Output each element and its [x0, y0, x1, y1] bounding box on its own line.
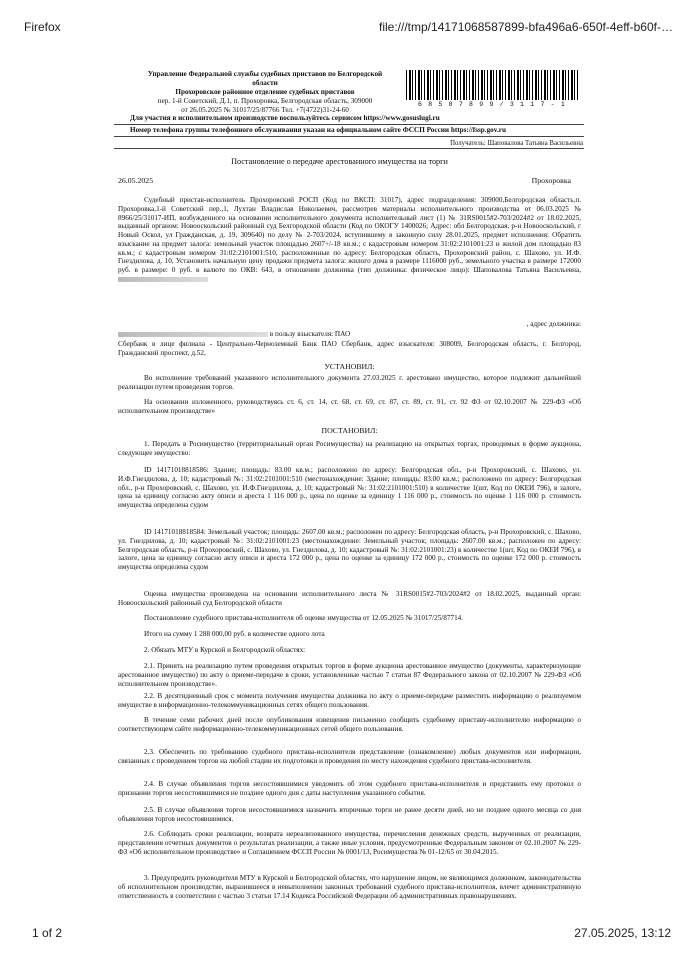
item-2-1: 2.1. Принять на реализацию путем проведения открытых торгов в форме аукциона арестованное имущество (документы, характеризующие арестованное имущество) по акту о приеме-передаче в сроки, установленные частью 7 статьи 87 Федерального закона от 02.10.2007 № 229-ФЗ «Об исполнительном производстве».: [118, 662, 581, 688]
valuation-text: Оценка имущества произведена на основании исполнительного листа № 31RS0015#2-703/2024#2 от 18.02.2025, выданный орган: Новооскольский районный суд Белгородской области: [118, 590, 581, 607]
redacted-text: [118, 332, 268, 337]
browser-footer: [0, 922, 679, 946]
item-2-2: 2.2. В десятидневный срок с момента получения имущества должника по акту о приеме-передаче разместить информацию о реализуемом имуществе в информационно-телекоммуникационных сетях общего пользования.: [118, 692, 581, 709]
document-title: Постановление о передаче арестованного имущества на торги: [231, 157, 448, 166]
item-2-6: 2.6. Соблюдать сроки реализации, возврата нереализованного имущества, перечисления денежных средств, вырученных от реализации, представления отчетных документов о результатах реализации, а также иные условия, предусмотренные Федеральным законом от 02.10.2007 № 229-ФЗ «Об исполнительном производстве» и Соглашением ФССП России № 0001/13, Росимущества № 01-12/65 от 30.04.2015.: [118, 830, 581, 856]
total-text: Итого на сумму 1 288 000,00 руб. в количестве одного лота: [144, 630, 325, 638]
document-date: 26.05.2025: [118, 176, 154, 185]
divider: [114, 136, 584, 137]
page-indicator: 1 of 2: [32, 926, 63, 940]
established-text: Во исполнение требований указанного исполнительного документа 27.03.2025 г. арестовано имущество, которое подлежит дальнейшей реализации путем проведения торгов.: [118, 374, 581, 391]
print-datetime: 27.05.2025, 13:12: [574, 926, 671, 940]
item-2-4: 2.4. В случае объявления торгов несостоявшимися уведомить об этом судебного пристава-исполнителя и представить ему протокол о признании торгов несостоявшимися не позднее одного дня с даты наступления указанного события.: [118, 780, 581, 797]
document-city: Прохоровка: [531, 176, 571, 185]
decided-heading: ПОСТАНОВИЛ:: [321, 426, 378, 435]
redacted-text: [118, 277, 208, 282]
agency-line1: Управление Федеральной службы судебных приставов по Белгородской: [147, 70, 383, 78]
item-1: 1. Передать в Росимущество (территориальный орган Росимущества) на реализацию на открытых торгах, проводимых в форме аукциона, следующее имущество:: [118, 440, 581, 457]
property-1: ID 14171018818586: Здание; площадь: 83.00 кв.м.; расположено по адресу: Белгородская обл., р-н Прохоровский, с. Шахово, ул. И.Ф.Гнездилова, д. 10; кадастровый №: 31:02:2101001:510 (местонахождение: Здание; площадь: 83.00 кв.м.; расположено по адресу: Белгородская обл., р-н Прохоровский, с. Шахово, ул. И.Ф.Гнездилова, д. 10; кадастровый №: 31:02:2101001:510) в количестве 1(шт, Код по ОКЕИ 796), в залоге, цена за единицу согласно акту описи и ареста 1 116 000 р., цена по оценке за единицу 1 116 000 р., стоимость по оценке 1 116 000 р. стоимость имущества определена судом: [118, 466, 581, 510]
url-text[interactable]: file:///tmp/14171068587899-bfa496a6-650f-4eff-b60f-…: [379, 20, 673, 34]
dept-phone: от 26.05.2025 № 31017/25/87766 Тел. +7(4722)31-24-60: [181, 106, 349, 114]
resolution-text: Постановление судебного пристава-исполнителя об оценке имущества от 12.05.2025 № 31017/25/87714.: [144, 614, 464, 622]
item-3: 3. Предупредить руководителя МТУ в Курской и Белгородской областях, что нарушение лицом, не являющимся должником, законодательства об исполнительном производстве, выразившееся в невыполнении законных требований судебного пристава-исполнителя, влечет административную ответственность в соответствии с частью 3 статьи 17.14 Кодекса Российской Федерации об административных правонарушениях.: [118, 874, 581, 900]
browser-header: [0, 0, 679, 56]
gosuslugi-note: Для участия в исполнительном производстве воспользуйтесь сервисом https://www.gosuslugi.ru: [130, 114, 440, 122]
creditor-line: в пользу взыскателя: ПАО: [118, 330, 581, 339]
item-2: 2. Обязать МТУ в Курской и Белгородской областях:: [144, 646, 306, 654]
recipient: Получатель: Шаповалова Татьяна Васильевна: [450, 140, 583, 147]
divider: [114, 124, 584, 125]
item-2-2b: В течение семи рабочих дней после опубликования извещения письменно сообщить судебному приставу-исполнителю информацию о соответствующем сайте информационно-телекоммуникационных сетей общего пользования.: [118, 716, 581, 733]
agency-line2: области: [252, 79, 278, 87]
debtor-address-label: , адрес должника:: [526, 320, 581, 328]
basis-text: На основании изложенного, руководствуясь ст. 6, ст. 14, ст. 68, ст. 69, ст. 87, ст. 89, ст. 91, ст. 92 ФЗ от 02.10.2007 № 229-ФЗ «Об исполнительном производстве»: [118, 398, 581, 415]
item-2-3: 2.3. Обеспечить по требованию судебного пристава-исполнителя представление (ознакомление) любых документов или информации, связанных с проведением торгов на любой стадии их подготовки и проведения по месту нахождения судебного пристава-исполнителя.: [118, 748, 581, 765]
barcode-number: 6 8 5 8 7 8 9 9 / 3 1 1 7 - 1: [418, 101, 566, 108]
browser-app-name: Firefox: [24, 20, 61, 34]
dept-name: Прохоровское районное отделение судебных приставов: [175, 88, 355, 96]
creditor-text: Сбербанк в лице филиала - Центрально-Черноземный Банк ПАО Сбербанк, адрес взыскателя: 308009, Белгородская область, г. Белгород, Гражданский проспект, д.52,: [118, 340, 581, 357]
property-2: ID 14171018818584: Земельный участок; площадь: 2607.00 кв.м.; расположен по адресу: Белгородская область, р-н Прохоровский, с. Шахово, ул. Гнездилова, д. 10; кадастровый №: 31:02:2101001:23 (местонахождение: Земельный участок; площадь: 2607.00 кв.м.; расположен по адресу: Белгородская область, р-н Прохоровский, с. Шахово, ул. Гнездилова, д. 10; кадастровый №: 31:02:2101001:23) в количестве 1(шт, Код по ОКЕИ 796), в залоге, цена за единицу согласно акту описи и ареста 172 000 р., цена по оценке за единицу 172 000 р., стоимость по оценке 172 000 р. стоимость имущества определена судом: [118, 528, 581, 572]
intro-paragraph: Судебный пристав-исполнитель Прохоровский РОСП (Код по ВКСП: 31017), адрес подразделения: 309000,Белгородская область,п. Прохоровка,1-й Советский пер.,1, Лухтан Владислав Николаевич, рассмотрев материалы исполнительного производства от 06.03.2025 № 8966/25/31017-ИП, возбужденного на основании исполнительного документа исполнительный лист (1) № 31RS0015#2-703/2024#2 от 18.02.2025, выданный органом: Новооскольский районный суд Белгородской области (Код по ОКОГУ 1400026; Адрес: обл Белгородская, р-н Новооскольский, г Новый Оскол, ул Гражданская, д. 19, 309640) по делу № 2-703/2024, вступившему в законную силу 28.01.2025, предмет исполнения: Обратить взыскание на предмет залога: земельный участок площадью 2607+/-18 кв.м.; с кадастровым номером 31:02:2101001:23 и жилой дом площадью 83 кв.м.; с кадастровым номером 31:02:2101001:510, расположенные по адресу: Белгородская область, Прохоровский район, с. Шахово, ул. И.Ф. Гнездилова, д. 10, Установить начальную цену продажи предмета залога: жилого дома в размере 1116000 руб., земельного участка в размере 172000 руб. в размере: 0 руб. в валюте по ОКВ: 643, в отношении должника (тип должника: физическое лицо): Шаповалова Татьяна Васильевна,: [118, 196, 581, 284]
divider: [114, 148, 584, 149]
phone-group-note: Номер телефона группы телефонного обслуживания указан на официальном сайте ФССП России https://fssp.gov.ru: [130, 126, 506, 134]
agency-block: [130, 70, 400, 115]
item-2-5: 2.5. В случае объявления торгов несостоявшимися назначить вторичные торги не ранее десяти дней, но не позднее одного месяца со дня объявления торгов несостоявшимися.: [118, 806, 581, 823]
barcode-image: [406, 70, 578, 100]
established-heading: УСТАНОВИЛ:: [324, 362, 375, 371]
dept-address: пер. 1-й Советский, Д.1, п. Прохоровка, Белгородская область, 309000: [157, 97, 373, 105]
